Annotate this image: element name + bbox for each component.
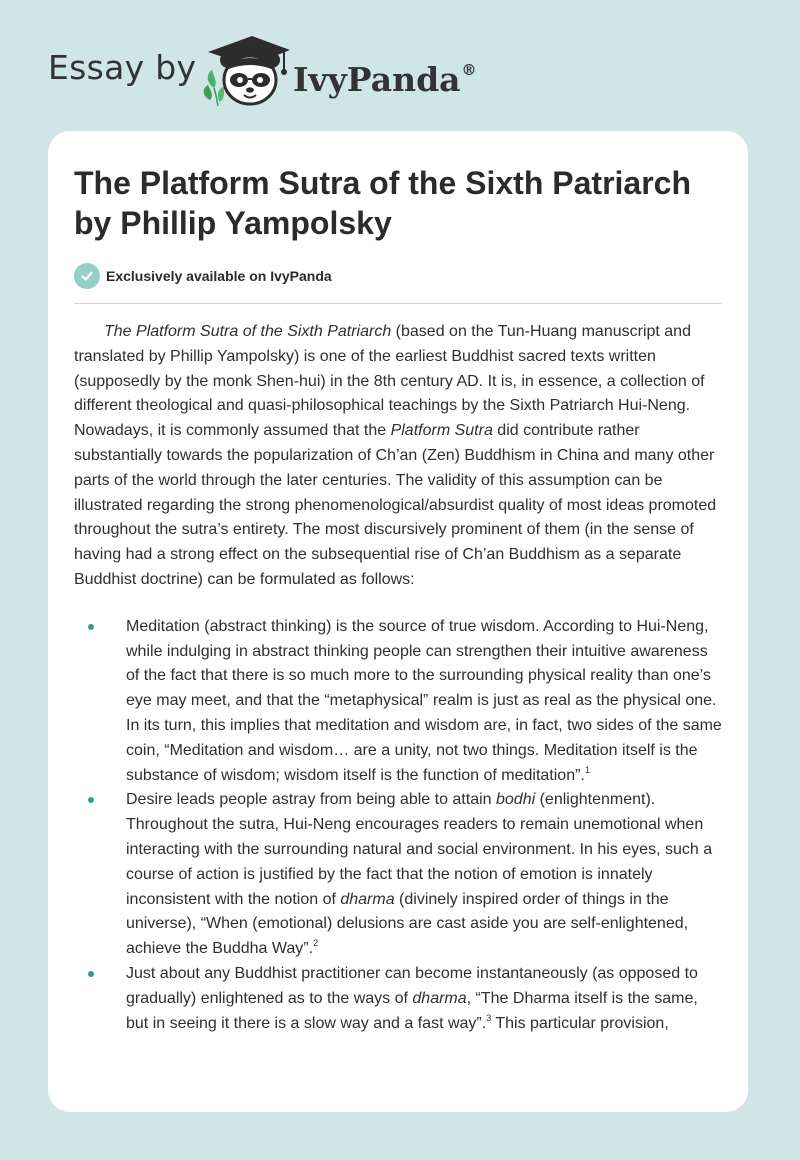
italic-term: dharma	[412, 989, 467, 1007]
intro-text-continued: did contribute rather substantially towards the popularization of Ch’an (Zen) Buddhism in China and many other parts of the world through the later centuries. The validity of this assumption can be illustrated regarding the strong phenomenological/absurdist quality of most ideas promoted throughout the sutra’s entirety. The most discursively prominent of them (in the sense of having had a strong effect on the subsequential rise of Ch’an Buddhism as a separate Buddhist doctrine) can be formulated as follows:	[74, 422, 717, 588]
list-item-text: This particular provision,	[491, 1014, 669, 1032]
list-item-text: (divinely inspired order of things in the universe), “When (emotional) delusions are cast aside you are self-enlightened, achieve the Buddha Way”.	[126, 890, 689, 958]
exclusive-label: Exclusively available on IvyPanda	[106, 268, 332, 284]
exclusive-badge	[74, 263, 332, 289]
bullet-dot-icon	[88, 797, 94, 803]
checkmark-icon	[74, 263, 100, 289]
list-item	[74, 788, 722, 962]
italic-term: dharma	[340, 890, 395, 908]
list-item-text: Desire leads people astray from being able to attain	[126, 791, 496, 809]
intro-paragraph	[74, 320, 722, 593]
footnote-ref[interactable]: 2	[313, 938, 319, 949]
brand-logotype[interactable]	[293, 50, 477, 100]
list-item-text: Just about any Buddhist practitioner can become instantaneously (as opposed to gradually) enlightened as to the ways of	[126, 964, 698, 1007]
panda-logo-icon[interactable]	[200, 30, 292, 110]
registered-mark: ®	[461, 61, 477, 79]
page-title: The Platform Sutra of the Sixth Patriarch by Phillip Yampolsky	[74, 165, 691, 241]
brand-name: IvyPanda	[293, 60, 461, 99]
divider	[74, 303, 722, 304]
essay-by-label: Essay by	[48, 48, 197, 87]
footnote-ref[interactable]: 1	[584, 764, 590, 775]
essay-body	[74, 320, 722, 1036]
bullet-list	[74, 615, 722, 1037]
book-short-title-italic: Platform Sutra	[390, 422, 493, 440]
essay-card	[48, 131, 748, 1112]
site-header	[0, 0, 800, 120]
footnote-ref[interactable]: 3	[486, 1012, 492, 1023]
list-item	[74, 962, 722, 1036]
book-title-italic: The Platform Sutra of the Sixth Patriarch	[104, 323, 392, 340]
intro-text: (based on the Tun-Huang manuscript and translated by Phillip Yampolsky) is one of the earliest Buddhist sacred texts written (supposedly by the monk Shen-hui) in the 8th century AD. It is, in essence, a collection of different theological and quasi-philosophical teachings by the Sixth Patriarch Hui-Neng. Nowadays, it is commonly assumed that the	[74, 323, 705, 440]
italic-term: bodhi	[496, 791, 536, 809]
bullet-dot-icon	[88, 624, 94, 630]
list-item-text: Meditation (abstract thinking) is the source of true wisdom. According to Hui-Neng, while indulging in abstract thinking people can strengthen their intuitive awareness of the fact that there is so much more to the surrounding physical reality than one’s eye may meet, and that the “metaphysical” realm is just as real as the physical one. In its turn, this implies that meditation and wisdom are, in fact, two sides of the same coin, “Meditation and wisdom… are a unity, not two things. Meditation itself is the substance of wisdom; wisdom itself is the function of meditation”.	[126, 617, 722, 784]
bullet-dot-icon	[88, 971, 94, 977]
list-item-text: (enlightenment). Throughout the sutra, Hui-Neng encourages readers to remain unemotional when interacting with the surrounding natural and social environment. In his eyes, such a course of action is justified by the fact that the notion of emotion is innately inconsistent with the notion of	[126, 791, 713, 908]
list-item	[74, 615, 722, 789]
list-item-text: , “The Dharma itself is the same, but in seeing it there is a slow way and a fast way”.	[126, 989, 698, 1032]
